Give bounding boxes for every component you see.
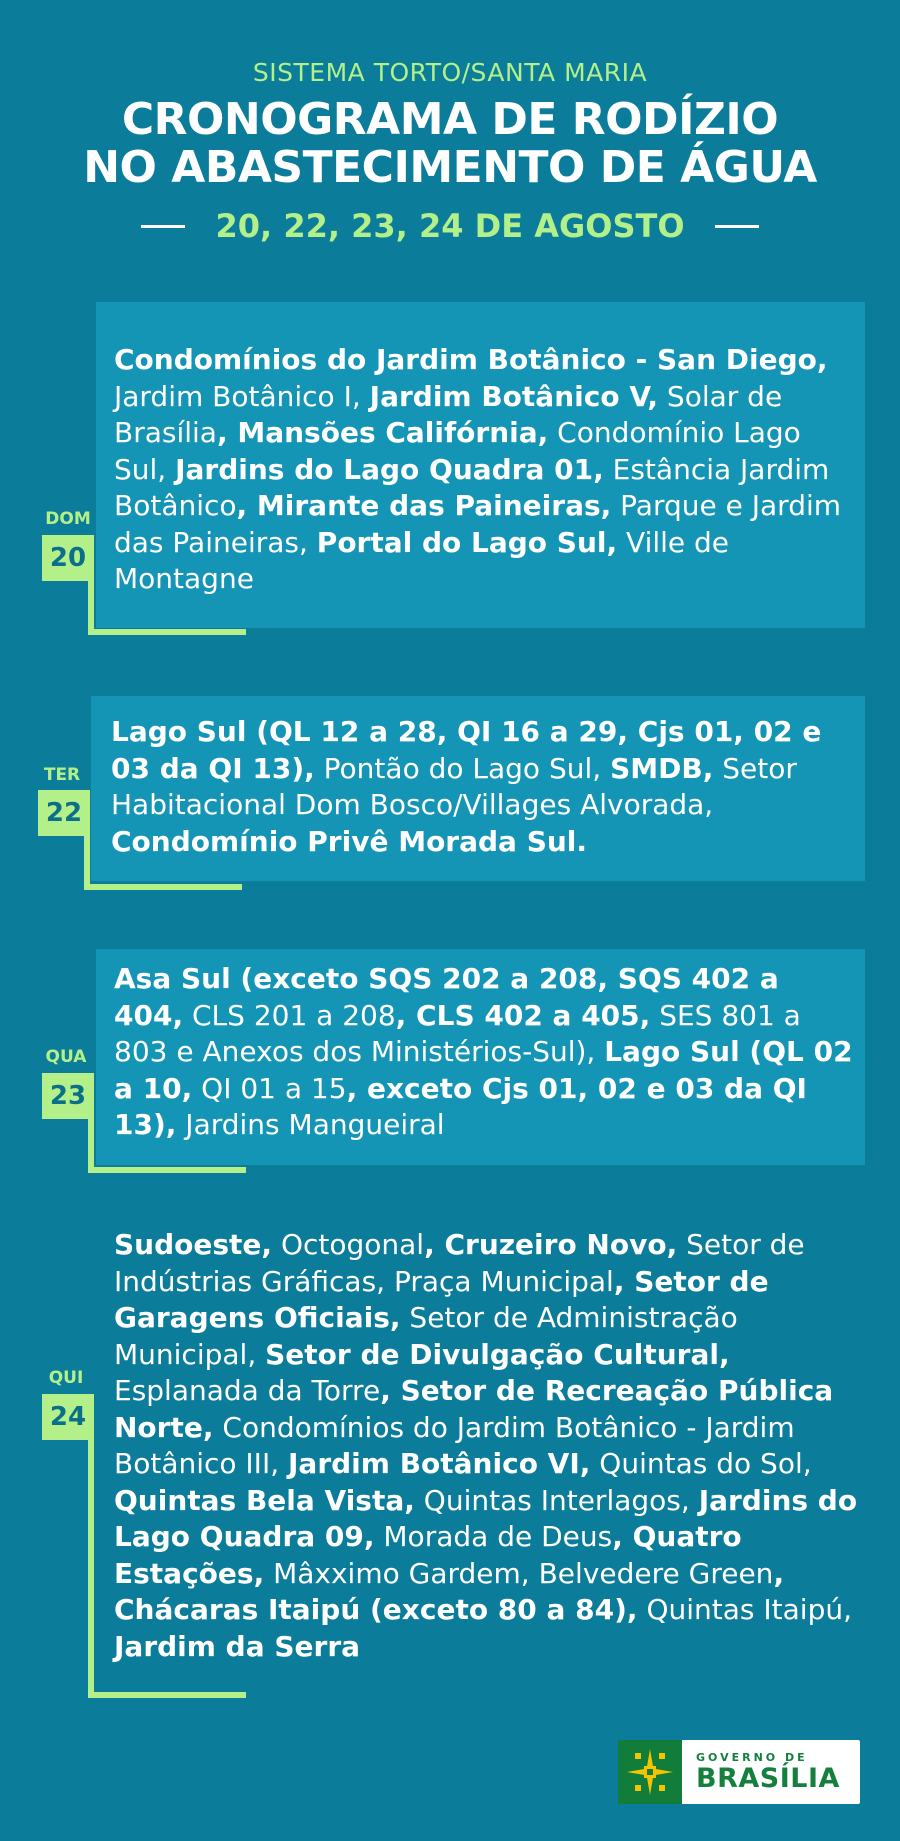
area-name-bold: Sudoeste, [114,1228,273,1261]
areas-text [114,342,854,598]
area-name-bold: , Quatro Estações, [114,1520,742,1590]
area-name: Setor de Administração Municipal, [114,1301,738,1371]
area-name-bold: Quintas Bela Vista, [114,1483,415,1517]
right-dash [715,225,759,228]
area-name-bold: Jardim da Serra [114,1629,361,1663]
area-name-bold: Jardim Botânico V, [369,379,659,413]
bracket-line [88,1692,246,1698]
area-name-bold: , Cruzeiro Novo, [424,1228,678,1261]
area-name: Pontão do Lago Sul, [314,751,611,785]
area-name-bold: Jardim Botânico VI, [288,1447,591,1480]
logo-text [682,1740,840,1804]
areas-text [114,1227,874,1665]
area-name-bold: , CLS 402 a 405, [395,998,651,1032]
logo-big-text: BRASÍLIA [696,1762,840,1794]
title-line-2: NO ABASTECIMENTO DE ÁGUA [83,142,817,193]
bracket-line [88,1167,246,1173]
area-name: Quintas Interlagos, [414,1483,699,1517]
weekday-label: QUA [45,1047,87,1067]
schedule-box [96,302,865,628]
area-name-bold: Setor de Divulgação Cultural, [265,1337,730,1371]
area-name-bold: , Setor de Garagens Oficiais, [114,1264,769,1334]
area-name-bold: Condomínios do Jardim Botânico - San Diego, [114,343,828,376]
system-name: SISTEMA TORTO/SANTA MARIA [252,58,648,87]
left-dash [141,225,185,228]
day-number: 22 [38,790,90,836]
area-name-bold: , Mirante das Paineiras, [236,489,612,522]
area-name-bold: , exceto Cjs 01, 02 e 03 da QI 13), [114,1071,807,1141]
area-name: Mâxximo Gardem, Belvedere Green [264,1556,774,1590]
area-name: Condomínio Lago Sul, [114,416,801,486]
area-name-bold: Lago Sul (QL 12 a 28, QI 16 a 29, Cjs 01, 02 e 03 da QI 13), [111,715,822,785]
area-name: Octogonal [272,1228,425,1261]
area-name: Setor Habitacional Dom Bosco/Villages Alvorada, [111,751,797,821]
area-name-bold: Jardins do Lago Quadra 01, [175,452,604,486]
area-name-bold: , Mansões Califórnia, [216,416,549,449]
area-name-bold: Portal do Lago Sul, [316,525,618,559]
bracket-line [88,629,246,635]
area-name: CLS 201 a 208 [183,998,396,1032]
schedule-dates: 20, 22, 23, 24 DE AGOSTO [215,207,685,245]
area-name: Quintas Itaipú, [637,1593,853,1626]
area-name: Estância Jardim Botânico [114,452,830,522]
area-name-bold: Lago Sul (QL 02 a 10, [114,1035,853,1105]
title-line-1: CRONOGRAMA DE RODÍZIO [121,94,779,145]
schedule-box [91,696,865,881]
weekday-label: TER [43,765,81,785]
day-number: 23 [42,1073,94,1119]
area-name: Morada de Deus [374,1520,613,1553]
brasilia-flag-icon [618,1740,682,1804]
area-name: Jardins Mangueiral [176,1108,445,1141]
logo-small-text: GOVERNO DE [696,1750,808,1764]
areas-text [114,961,854,1144]
area-name-bold: Jardins do Lago Quadra 09, [114,1483,858,1553]
area-name: Solar de Brasília [114,379,783,449]
area-name: Setor de Indústrias Gráficas, Praça Municipal [114,1228,805,1298]
area-name-bold: Asa Sul (exceto SQS 202 a 208, SQS 402 a 404, [114,962,779,1032]
header [0,58,900,246]
area-name: Quintas do Sol, [590,1447,812,1480]
area-name: Esplanada da Torre [114,1374,381,1407]
page-title [0,96,900,192]
day-number: 24 [42,1394,94,1440]
weekday-label: QUI [48,1368,84,1388]
area-name: Parque e Jardim das Paineiras, [114,489,842,559]
areas-text [111,714,851,860]
day-number: 20 [42,535,94,581]
area-name-bold: , Setor de Recreação Pública Norte, [114,1374,834,1444]
area-name: SES 801 a 803 e Anexos dos Ministérios-Sul), [114,998,801,1068]
weekday-label: DOM [45,509,91,529]
dates-row [0,206,900,246]
schedule-box [96,949,865,1165]
governo-brasilia-logo [618,1740,860,1804]
area-name: Condomínios do Jardim Botânico - Jardim Botânico III, [114,1410,795,1480]
area-name: Ville de Montagne [114,525,730,595]
area-name-bold: SMDB, [610,751,714,785]
area-name: QI 01 a 15 [192,1071,347,1105]
area-name-bold: Condomínio Privê Morada Sul. [111,824,588,858]
schedule-box [96,1227,876,1667]
bracket-line [84,884,242,890]
area-name-bold: , Chácaras Itaipú (exceto 80 a 84), [114,1556,785,1626]
area-name: Jardim Botânico I, [114,379,370,413]
